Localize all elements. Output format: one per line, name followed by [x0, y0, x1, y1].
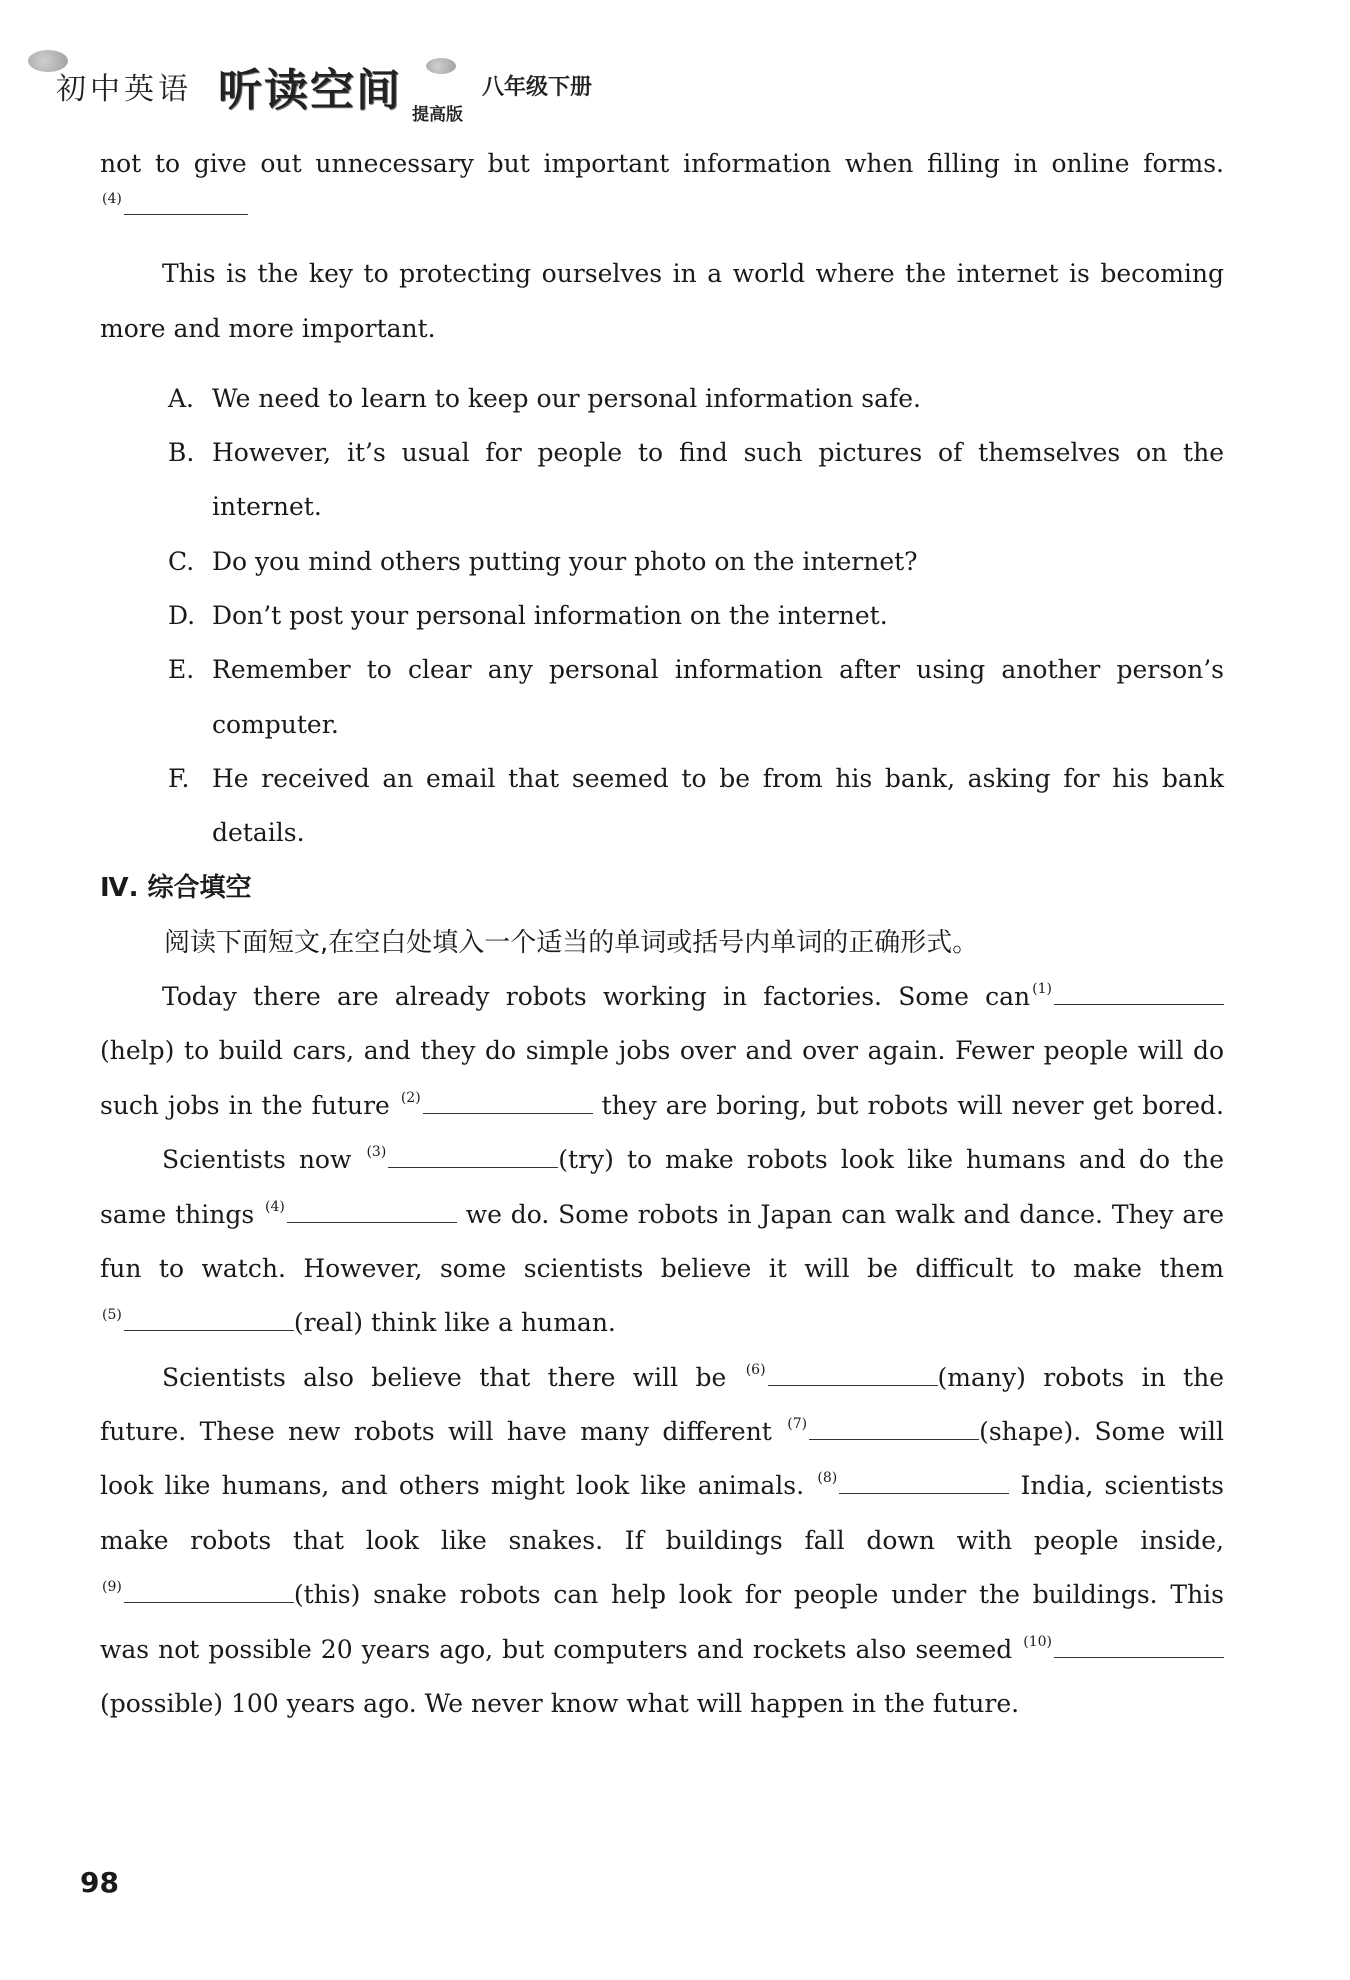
answer-blank[interactable] [768, 1361, 938, 1386]
book-edition: 提高版 [412, 105, 463, 125]
blank-number: (9) [102, 1579, 122, 1595]
passage-line: not to give out unnecessary but important information when filling in online forms. [100, 149, 1224, 178]
blank-number: (4) [265, 1199, 285, 1215]
cloze-line: look like humans, and others might look like animals. $^{(8)}$ India, scientists [100, 1470, 1225, 1500]
blank-number: (7) [787, 1416, 808, 1432]
passage-line: This is the key to protecting ourselves in a world where the internet is becoming [162, 259, 1224, 288]
option-item: D. Don’t post your personal information on the internet. [168, 599, 1224, 633]
passage-line: more and more important. [100, 314, 436, 343]
blank-number: (2) [400, 1090, 421, 1106]
cloze-line: fun to watch. However, some scientists believe it will be difficult to make them [100, 1254, 1224, 1283]
option-item: C. Do you mind others putting your photo on the internet? [168, 545, 1224, 579]
cloze-line: was not possible 20 years ago, but computers and rockets also seemed $^{(10)}$ [100, 1633, 1224, 1671]
cloud-decoration-icon [426, 58, 456, 74]
blank-number: (8) [817, 1470, 838, 1486]
answer-blank[interactable] [124, 1578, 294, 1603]
book-series-label: 初中英语 [56, 72, 192, 107]
blank-number: (10) [1023, 1634, 1052, 1650]
option-continuation: computer. [212, 710, 339, 739]
option-letter: A. [168, 384, 195, 413]
answer-blank[interactable] [1054, 980, 1224, 1005]
book-title: 听读空间 [218, 65, 402, 116]
cloze-line: (possible) 100 years ago. We never know what will happen in the future. [100, 1689, 1020, 1718]
cloze-line: future. These new robots will have many different $^{(7)}$ (shape). Some will [100, 1416, 1225, 1446]
answer-blank[interactable] [287, 1198, 457, 1223]
option-letter: F. [168, 764, 190, 793]
cloze-line: same things $^{(4)}$ we do. Some robots in Japan can walk and dance. They are [100, 1199, 1225, 1229]
cloze-line: Today there are already robots working in factories. Some can $^{(1)}$ [162, 980, 1224, 1018]
option-letter: B. [168, 438, 195, 467]
answer-blank[interactable] [124, 1306, 294, 1331]
option-item: B. However, it’s usual for people to find such pictures of themselves on the [168, 436, 1224, 470]
section-title: Ⅳ. 综合填空 [100, 873, 252, 903]
answer-blank[interactable] [839, 1469, 1009, 1494]
section-heading [100, 871, 1224, 905]
answer-blank[interactable] [423, 1089, 593, 1114]
book-header [28, 48, 728, 128]
cloze-line: Scientists now $^{(3)}$ (try) to make robots look like humans and do the [162, 1144, 1224, 1174]
page-number: 98 [80, 1866, 119, 1899]
instructions: 阅读下面短文,在空白处填入一个适当的单词或括号内单词的正确形式。 [164, 928, 979, 958]
answer-blank[interactable] [1054, 1633, 1224, 1658]
blank-number: (5) [102, 1307, 122, 1323]
option-letter: E. [168, 655, 195, 684]
cloze-line: Scientists also believe that there will be $^{(6)}$ (many) robots in the [162, 1362, 1225, 1392]
passage-blank-line [100, 190, 1224, 228]
cloze-line: make robots that look like snakes. If buildings fall down with people inside, [100, 1526, 1224, 1555]
cloze-line: $^{(5)}$ (real) think like a human. [102, 1307, 616, 1337]
cloze-line: $^{(9)}$ (this) snake robots can help look for people under the buildings. This [102, 1579, 1224, 1609]
answer-blank[interactable] [124, 190, 248, 215]
cloze-line: such jobs in the future $^{(2)}$ they are boring, but robots will never get bored. [100, 1090, 1225, 1120]
blank-number: (3) [366, 1144, 387, 1160]
option-letter: C. [168, 547, 195, 576]
option-continuation: details. [212, 818, 305, 847]
cloze-line: (help) to build cars, and they do simple jobs over and over again. Fewer people will do [100, 1036, 1224, 1065]
blank-number: (4) [102, 191, 122, 207]
answer-blank[interactable] [388, 1143, 558, 1168]
option-item: A. We need to learn to keep our personal information safe. [168, 382, 1224, 416]
option-item: E. Remember to clear any personal information after using another person’s [168, 653, 1224, 687]
blank-number: (1) [1032, 981, 1052, 997]
book-grade: 八年级下册 [482, 75, 593, 100]
blank-number: (6) [745, 1362, 766, 1378]
option-continuation: internet. [212, 492, 322, 521]
option-item: F. He received an email that seemed to be from his bank, asking for his bank [168, 762, 1224, 796]
option-letter: D. [168, 601, 196, 630]
answer-blank[interactable] [809, 1415, 979, 1440]
